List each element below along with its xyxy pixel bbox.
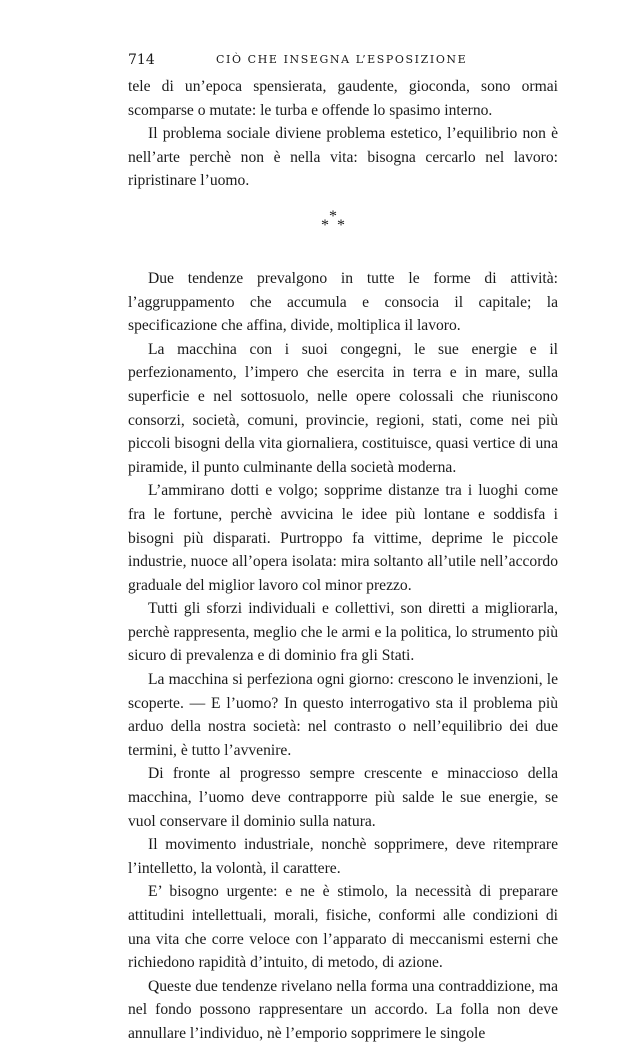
asterisk-glyph: * — [321, 216, 329, 234]
paragraph: Il problema sociale diviene problema estetico, l’equilibrio non è nell’arte perchè non è nella vita: bisogna cercarlo nel lavoro: ripristinare l’uomo. — [128, 125, 558, 190]
running-head: CIÒ CHE INSEGNA L’ESPOSIZIONE — [216, 53, 468, 66]
paragraph: Di fronte al progresso sempre crescente e minaccioso della macchina, l’uomo deve contrapporre più salde le sue energie, se vuol conservare il dominio sulla natura. — [128, 765, 558, 830]
paragraph: La macchina si perfeziona ogni giorno: crescono le invenzioni, le scoperte. — E l’uomo? In questo interrogativo sta il problema più arduo della nostra società: nel contrasto o nell’equilibrio dei due termini, è tutto l’avvenire. — [128, 671, 558, 759]
asterisk-glyph: * — [329, 207, 337, 225]
paragraph: Queste due tendenze rivelano nella forma una contraddizione, ma nel fondo possono rappresentare un accordo. La folla non deve annullare l’individuo, nè l’emporio sopprimere le singole — [128, 977, 558, 1042]
asterism-ornament — [320, 209, 350, 233]
paragraph: tele di un’epoca spensierata, gaudente, gioconda, sono ormai scomparse o mutate: le turba e offende lo spasimo interno. — [128, 78, 558, 119]
paragraph: L’ammirano dotti e volgo; sopprime distanze tra i luoghi come fra le fortune, perchè avvicina le idee più lontane e soddisfa i bisogni più disparati. Purtroppo fa vittime, deprime le piccole industrie, nuoce all’opera isolata: mira soltanto all’utile nell’accordo graduale del miglior lavoro col minor prezzo. — [128, 482, 558, 594]
section-body — [128, 267, 558, 1046]
paragraph: E’ bisogno urgente: e ne è stimolo, la necessità di preparare attitudini intellettuali, morali, fisiche, conformi alle condizioni di una vita che corre veloce con l’apparato di meccanismi esterni che richiedono rapidità d’intuito, di metodo, di azione. — [128, 883, 558, 972]
paragraph: Due tendenze prevalgono in tutte le forme di attività: l’aggruppamento che accumula e consocia il capitale; la specificazione che affina, divide, moltiplica il lavoro. — [128, 269, 558, 335]
paragraph: Il movimento industriale, nonchè sopprimere, deve ritemprare l’intelletto, la volontà, il carattere. — [128, 836, 558, 877]
section-separator — [128, 195, 558, 259]
asterisk-glyph: * — [337, 216, 345, 234]
paragraph: La macchina con i suoi congegni, le sue energie e il perfezionamento, l’impero che esercita in terra e in mare, sulla superficie e nel sottosuolo, nelle opere colossali che riuniscono consorzi, società, comuni, provincie, regioni, stati, come nei più piccoli bisogni della vita giornaliera, costituisce, quasi vertice di una piramide, il punto culminante della società moderna. — [128, 340, 558, 476]
paragraph: Tutti gli sforzi individuali e collettivi, son diretti a migliorarla, perchè rappresenta, meglio che le armi e la politica, lo strumento più sicuro di prevalenza e di dominio fra gli Stati. — [128, 600, 558, 665]
page-header — [128, 50, 558, 70]
page-number: 714 — [128, 52, 155, 68]
